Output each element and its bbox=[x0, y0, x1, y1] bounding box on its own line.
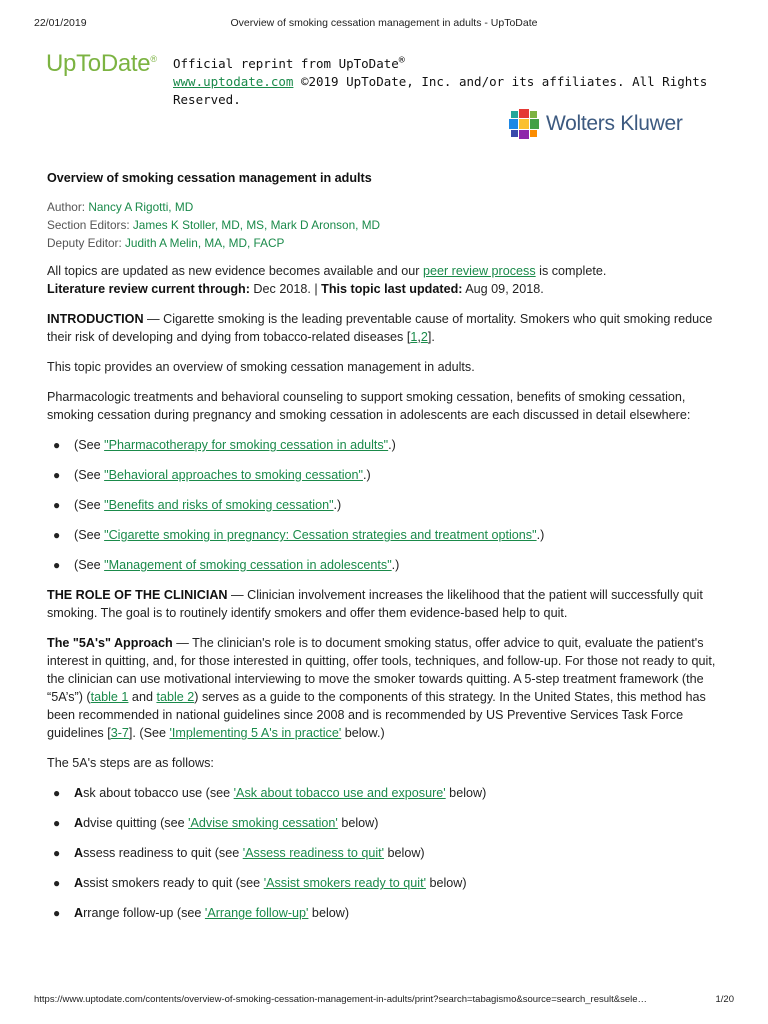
step-letter: A bbox=[74, 906, 84, 920]
list-item bbox=[47, 904, 727, 922]
role-of-clinician-heading: THE ROLE OF THE CLINICIAN bbox=[47, 588, 228, 602]
bullet-dot-icon: ● bbox=[53, 558, 61, 572]
step-suffix: below) bbox=[425, 876, 467, 890]
table-1-link[interactable]: table 1 bbox=[90, 690, 129, 704]
article-authors bbox=[47, 198, 727, 252]
list-item bbox=[47, 436, 727, 454]
author-name[interactable]: Nancy A Rigotti, MD bbox=[88, 200, 194, 214]
steps-intro: The 5A's steps are as follows: bbox=[47, 756, 214, 770]
bullet-dot-icon: ● bbox=[53, 438, 61, 452]
wolters-kluwer-logo bbox=[508, 108, 683, 140]
list-item bbox=[47, 466, 727, 484]
step-link-arrange[interactable]: 'Arrange follow-up' bbox=[204, 906, 309, 920]
table-2-link[interactable]: table 2 bbox=[156, 690, 195, 704]
bullet-dot-icon: ● bbox=[53, 528, 61, 542]
pharmacologic-paragraph: Pharmacologic treatments and behavioral counseling to support smoking cessation, benefits of smoking cessation, smoking cessation during pregnancy and smoking cessation in adolescents are each discussed in detail elsewhere: bbox=[47, 390, 691, 422]
see-link-benefits[interactable]: "Benefits and risks of smoking cessation" bbox=[104, 498, 334, 512]
step-text: ssist smokers ready to quit (see bbox=[83, 876, 264, 890]
see-prefix: (See bbox=[74, 498, 105, 512]
last-updated-value: Aug 09, 2018. bbox=[462, 282, 544, 296]
reference-link-1[interactable]: 1 bbox=[410, 330, 418, 344]
reference-link-3-7[interactable]: 3-7 bbox=[110, 726, 129, 740]
see-also-list bbox=[47, 436, 727, 574]
step-letter: A bbox=[74, 876, 84, 890]
wolters-kluwer-globe-icon bbox=[508, 108, 540, 140]
step-suffix: below) bbox=[308, 906, 350, 920]
five-as-text-4: below.) bbox=[341, 726, 385, 740]
print-footer-page-number: 1/20 bbox=[715, 994, 734, 1005]
deputy-editor-line bbox=[47, 234, 727, 252]
role-of-clinician-paragraph bbox=[47, 586, 727, 622]
see-prefix: (See bbox=[74, 528, 105, 542]
step-link-assess[interactable]: 'Assess readiness to quit' bbox=[242, 846, 385, 860]
step-link-assist[interactable]: 'Assist smokers ready to quit' bbox=[263, 876, 426, 890]
reference-separator: , bbox=[417, 330, 421, 344]
list-item bbox=[47, 496, 727, 514]
see-suffix: .) bbox=[333, 498, 342, 512]
step-suffix: below) bbox=[445, 786, 487, 800]
introduction-heading: INTRODUCTION bbox=[47, 312, 144, 326]
see-suffix: .) bbox=[362, 468, 371, 482]
article-title: Overview of smoking cessation management in adults bbox=[47, 171, 372, 185]
five-as-heading: The "5A's" Approach bbox=[47, 636, 173, 650]
see-link-behavioral[interactable]: "Behavioral approaches to smoking cessation" bbox=[104, 468, 363, 482]
bullet-dot-icon: ● bbox=[53, 468, 61, 482]
update-notice bbox=[47, 262, 727, 298]
bullet-dot-icon: ● bbox=[53, 816, 61, 830]
bullet-dot-icon: ● bbox=[53, 876, 61, 890]
author-label: Author: bbox=[47, 200, 89, 214]
see-prefix: (See bbox=[74, 468, 105, 482]
introduction-paragraph bbox=[47, 310, 727, 346]
step-link-ask[interactable]: 'Ask about tobacco use and exposure' bbox=[233, 786, 446, 800]
role-of-clinician-text: — Clinician involvement increases the likelihood that the patient will successfully quit smoking. The goal is to routinely identify smokers and offer them evidence-based help to quit. bbox=[47, 588, 703, 620]
section-editors-names[interactable]: James K Stoller, MD, MS, Mark D Aronson, MD bbox=[132, 218, 381, 232]
uptodate-logo-text: UpToDate bbox=[46, 50, 151, 77]
bullet-dot-icon: ● bbox=[53, 498, 61, 512]
five-as-text-1: — The clinician's role is to document smoking status, offer advice to quit, evaluate the patient's interest in quitting, and, for those interested in quitting, offer tools, techniques, and follow-up. For those not ready to quit, the clinician can use motivational interviewing to move the smoker towards quitting. A 5-step treatment framework (the “5A’s”) ( bbox=[47, 636, 716, 704]
deputy-editor-name[interactable]: Judith A Melin, MA, MD, FACP bbox=[125, 236, 285, 250]
step-link-advise[interactable]: 'Advise smoking cessation' bbox=[188, 816, 338, 830]
list-item bbox=[47, 874, 727, 892]
step-text: sk about tobacco use (see bbox=[83, 786, 234, 800]
five-as-and: and bbox=[128, 690, 157, 704]
section-editors-label: Section Editors: bbox=[47, 218, 133, 232]
deputy-editor-label: Deputy Editor: bbox=[47, 236, 126, 250]
update-text: All topics are updated as new evidence becomes available and our bbox=[47, 264, 423, 278]
step-suffix: below) bbox=[337, 816, 379, 830]
step-letter: A bbox=[74, 846, 84, 860]
uptodate-logo: UpToDate® bbox=[46, 50, 157, 77]
article-content bbox=[47, 169, 727, 934]
five-as-text-3: ]. (See bbox=[128, 726, 170, 740]
list-item bbox=[47, 526, 727, 544]
list-item bbox=[47, 784, 727, 802]
bullet-dot-icon: ● bbox=[53, 786, 61, 800]
print-header-date: 22/01/2019 bbox=[34, 17, 87, 29]
bullet-dot-icon: ● bbox=[53, 846, 61, 860]
update-text-end: is complete. bbox=[535, 264, 607, 278]
introduction-end: ]. bbox=[427, 330, 435, 344]
step-text: dvise quitting (see bbox=[83, 816, 189, 830]
lit-review-label: Literature review current through: bbox=[47, 282, 250, 296]
introduction-text: — Cigarette smoking is the leading preventable cause of mortality. Smokers who quit smoking reduce their risk of developing and dying from tobacco-related diseases [ bbox=[47, 312, 713, 344]
print-header-title: Overview of smoking cessation management in adults - UpToDate bbox=[230, 17, 538, 29]
section-editors-line bbox=[47, 216, 727, 234]
uptodate-website-link[interactable]: www.uptodate.com bbox=[173, 74, 294, 90]
five-as-paragraph bbox=[47, 634, 727, 742]
see-prefix: (See bbox=[74, 558, 105, 572]
see-suffix: .) bbox=[388, 438, 396, 452]
step-letter: A bbox=[74, 786, 84, 800]
see-suffix: .) bbox=[536, 528, 545, 542]
list-item bbox=[47, 814, 727, 832]
last-updated-label: This topic last updated: bbox=[321, 282, 463, 296]
see-prefix: (See bbox=[74, 438, 105, 452]
reference-link-2[interactable]: 2 bbox=[420, 330, 428, 344]
five-as-steps-list bbox=[47, 784, 727, 922]
five-as-text-2: ) serves as a guide to the components of this strategy. In the United States, this method has been recommended in national guidelines since 2008 and is recommended by US Preventive Services Task Force guidelines [ bbox=[47, 690, 706, 740]
step-text: ssess readiness to quit (see bbox=[83, 846, 243, 860]
step-text: rrange follow-up (see bbox=[83, 906, 205, 920]
print-footer-url: https://www.uptodate.com/contents/overview-of-smoking-cessation-management-in-adults/print?search=tabagismo&source=search_result&sele… bbox=[34, 994, 648, 1005]
list-item bbox=[47, 844, 727, 862]
list-item bbox=[47, 556, 727, 574]
reprint-notice bbox=[173, 52, 768, 109]
see-link-pregnancy[interactable]: "Cigarette smoking in pregnancy: Cessation strategies and treatment options" bbox=[104, 528, 537, 542]
author-line bbox=[47, 198, 727, 216]
implementing-5as-link[interactable]: 'Implementing 5 A's in practice' bbox=[169, 726, 342, 740]
lit-review-value: Dec 2018. | bbox=[249, 282, 322, 296]
step-letter: A bbox=[74, 816, 84, 830]
wolters-kluwer-text: Wolters Kluwer bbox=[546, 112, 683, 135]
see-link-adolescents[interactable]: "Management of smoking cessation in adolescents" bbox=[104, 558, 392, 572]
overview-paragraph: This topic provides an overview of smoking cessation management in adults. bbox=[47, 360, 475, 374]
peer-review-link[interactable]: peer review process bbox=[422, 264, 536, 278]
see-suffix: .) bbox=[391, 558, 400, 572]
registered-mark: ® bbox=[398, 55, 405, 66]
copyright-text: ©2019 UpToDate, Inc. and/or its affiliates. All Rights Reserved. bbox=[173, 74, 708, 108]
bullet-dot-icon: ● bbox=[53, 906, 61, 920]
reprint-line1: Official reprint from UpToDate bbox=[173, 56, 399, 72]
see-link-pharmacotherapy[interactable]: "Pharmacotherapy for smoking cessation in adults" bbox=[104, 438, 389, 452]
step-suffix: below) bbox=[384, 846, 425, 860]
